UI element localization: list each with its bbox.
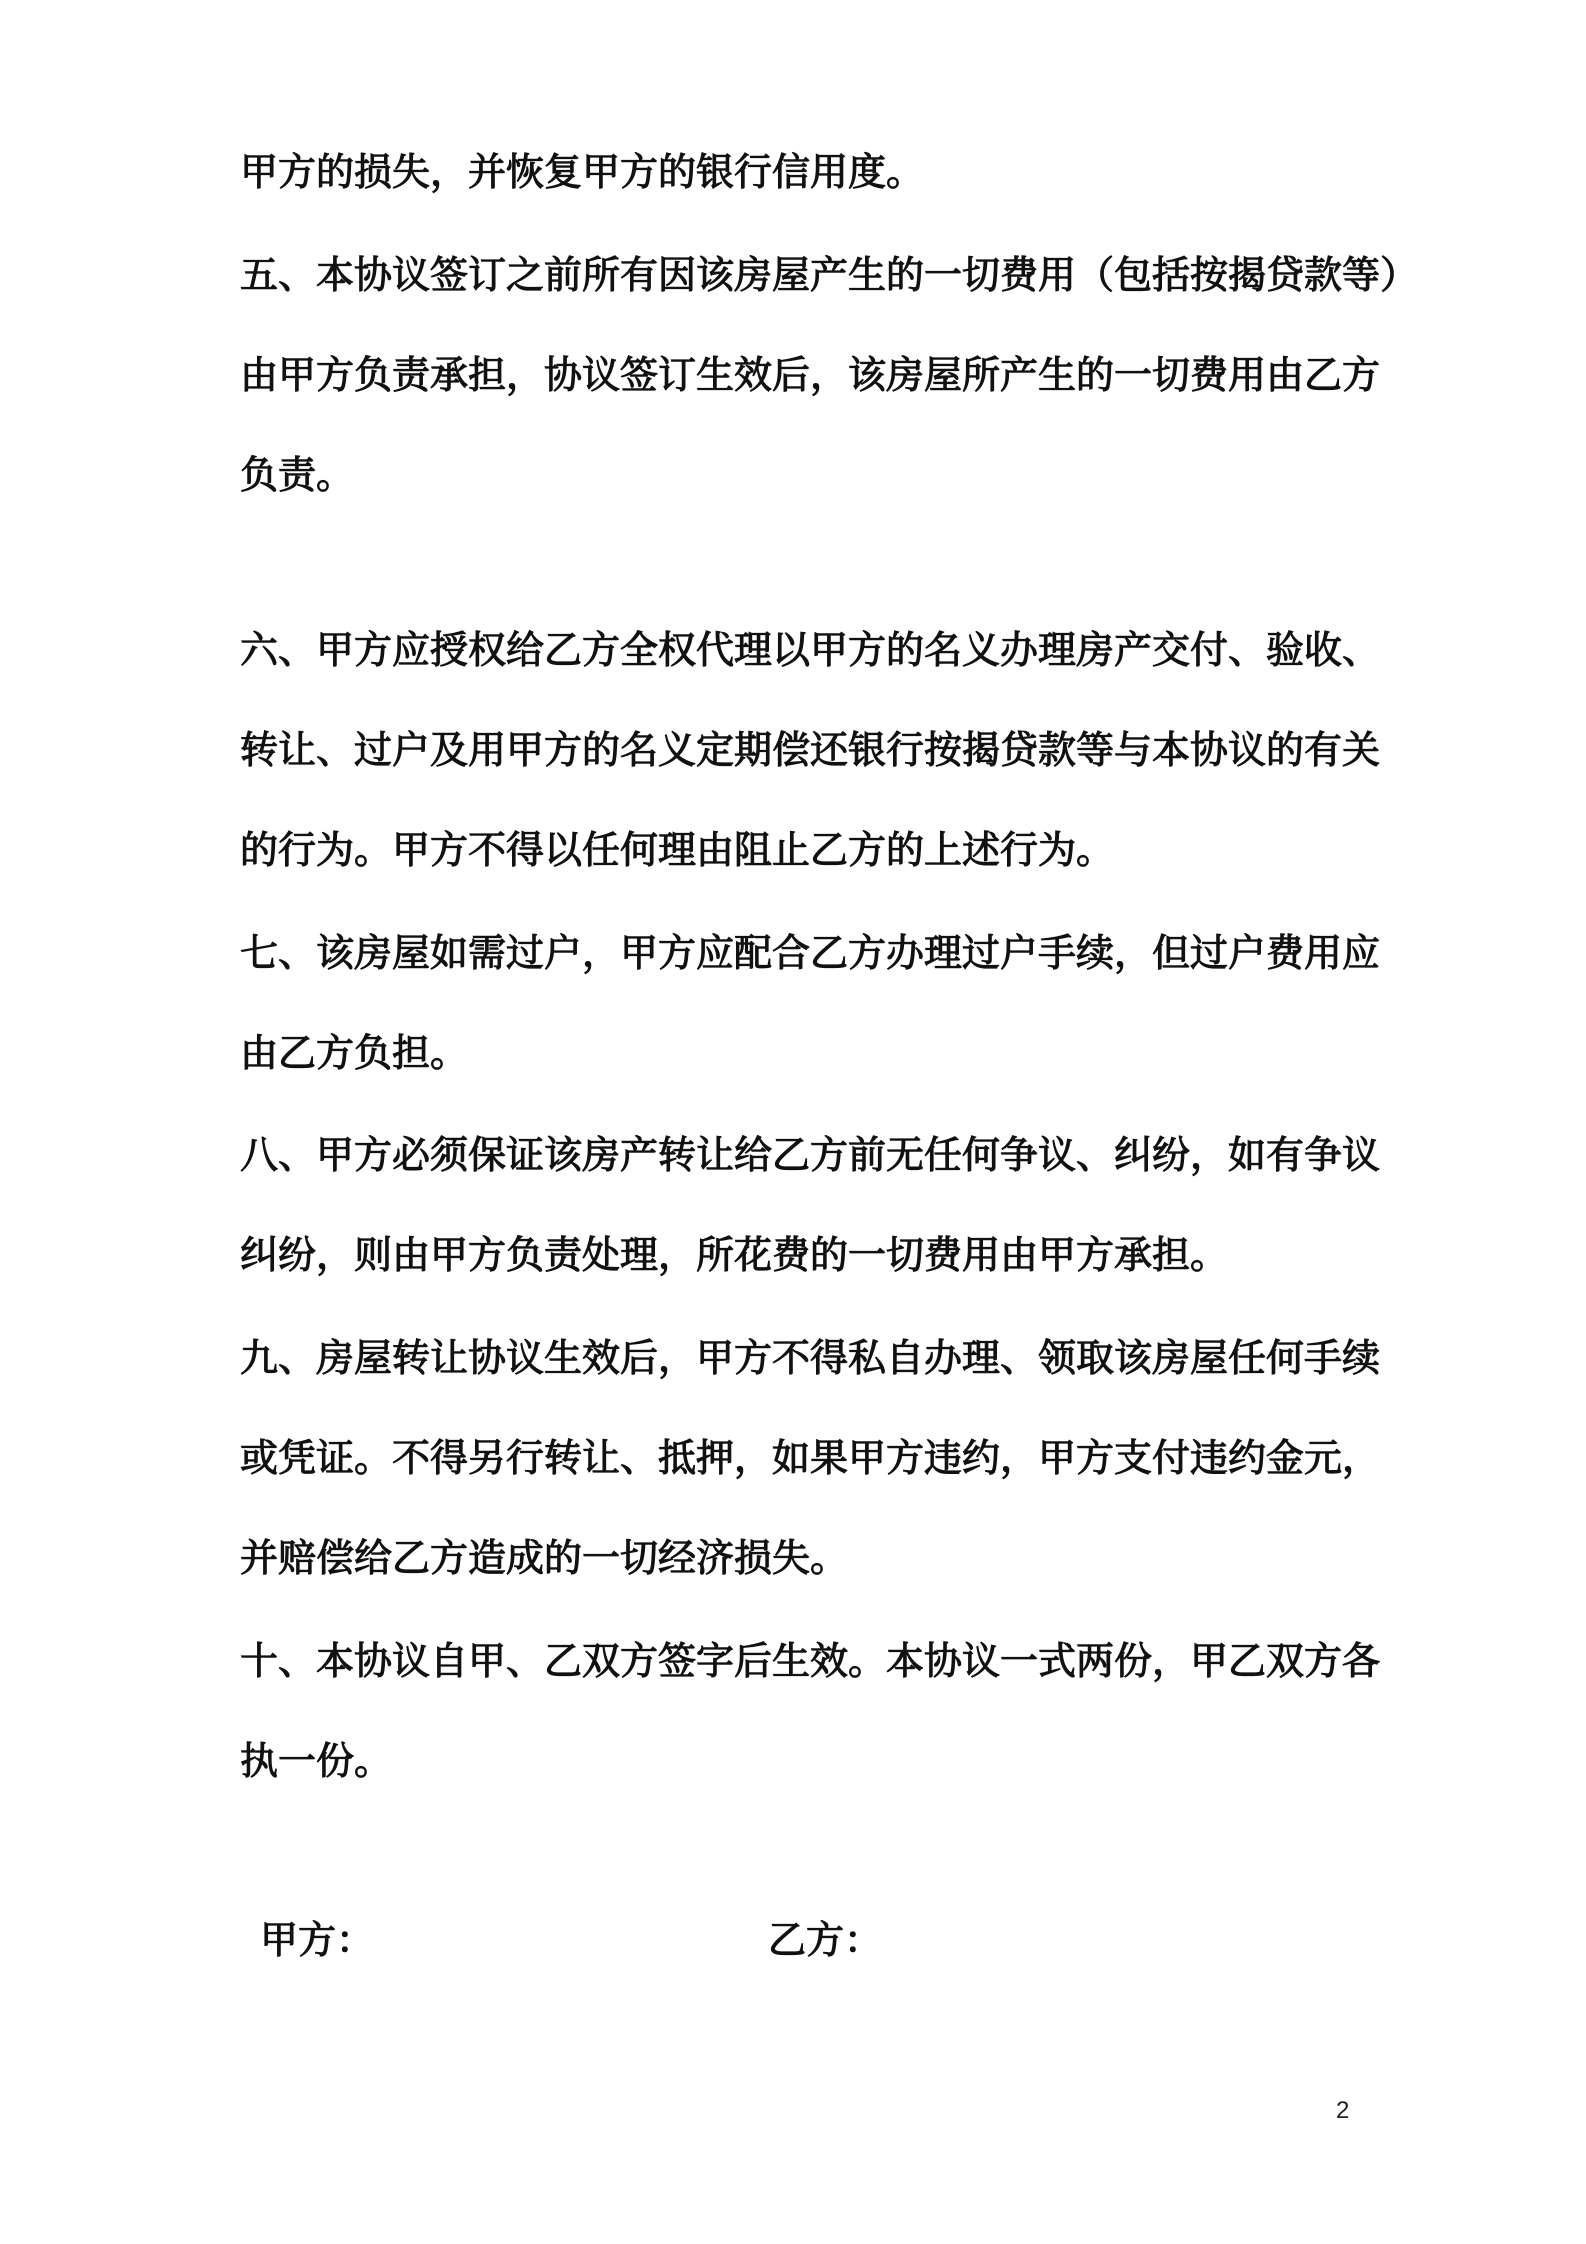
text-line: 十、本协议自甲、乙双方签字后生效。本协议一式两份，甲乙双方各	[240, 1639, 1381, 1683]
text-line: 转让、过户及用甲方的名义定期偿还银行按揭贷款等与本协议的有关	[240, 728, 1381, 772]
text-line: 七、该房屋如需过户，甲方应配合乙方办理过户手续，但过户费用应	[240, 931, 1381, 975]
text-line: 由乙方负担。	[240, 1031, 469, 1075]
party-a-signature-label: 甲方：	[260, 1918, 375, 1962]
text-line: 九、房屋转让协议生效后，甲方不得私自办理、领取该房屋任何手续	[240, 1336, 1381, 1380]
text-line: 六、甲方应授权给乙方全权代理以甲方的名义办理房产交付、验收、	[240, 628, 1381, 672]
text-line: 八、甲方必须保证该房产转让给乙方前无任何争议、纠纷，如有争议	[240, 1133, 1381, 1177]
text-line: 的行为。甲方不得以任何理由阻止乙方的上述行为。	[240, 828, 1115, 872]
text-line: 纠纷，则由甲方负责处理，所花费的一切费用由甲方承担。	[240, 1233, 1229, 1277]
text-line: 负责。	[240, 453, 355, 497]
text-line: 并赔偿给乙方造成的一切经济损失。	[240, 1536, 849, 1580]
text-line: 由甲方负责承担，协议签订生效后，该房屋所产生的一切费用由乙方	[240, 353, 1381, 397]
party-b-signature-label: 乙方：	[768, 1918, 883, 1962]
text-line: 甲方的损失，并恢复甲方的银行信用度。	[240, 150, 925, 194]
page-number: 2	[1336, 2097, 1350, 2124]
text-line: 或凭证。不得另行转让、抵押，如果甲方违约，甲方支付违约金元，	[240, 1436, 1381, 1480]
text-line: 执一份。	[240, 1739, 393, 1783]
text-line: 五、本协议签订之前所有因该房屋产生的一切费用（包括按揭贷款等）	[240, 253, 1419, 297]
